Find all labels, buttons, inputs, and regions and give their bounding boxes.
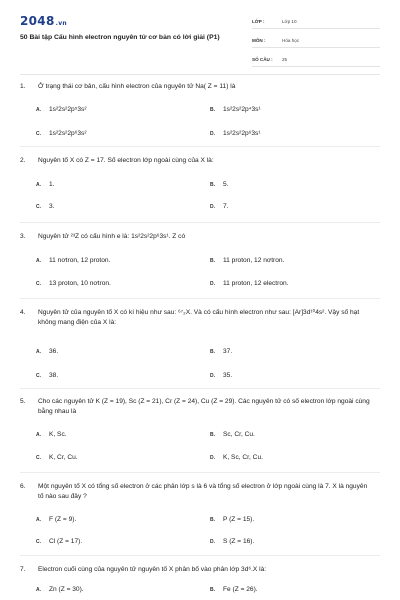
question-4 (20, 308, 380, 328)
option-a[interactable]: A. F (Z = 9). (36, 516, 77, 523)
question-divider (20, 472, 380, 473)
meta-key: LỚP : (252, 18, 265, 24)
meta-row-subject (252, 33, 380, 48)
question-stem: Cho các nguyên tử K (Z = 19), Sc (Z = 21), Cr (Z = 24), Cu (Z = 29). Các nguyên tử có số electron lớp ngoài cùng bằng nhau là (38, 398, 370, 415)
question-stem: Nguyên tố X có Z = 17. Số electron lớp ngoài cùng của X là: (38, 157, 214, 164)
question-3 (20, 232, 380, 242)
option-d[interactable]: D. 35. (210, 372, 233, 379)
question-divider (20, 222, 380, 223)
option-c[interactable]: C. 13 proton, 10 nơtron. (36, 280, 111, 287)
option-b[interactable]: B. 5. (210, 181, 229, 188)
option-b[interactable]: B. P (Z = 15). (210, 516, 255, 523)
question-stem: Ở trạng thái cơ bản, cấu hình electron của nguyên tử Na( Z = 11) là (38, 83, 236, 90)
question-7 (20, 565, 380, 575)
meta-value: 25 (282, 56, 288, 62)
question-number: 6. (20, 483, 26, 490)
option-a[interactable]: A. 1. (36, 181, 55, 188)
option-d[interactable]: D. S (Z = 16). (210, 538, 255, 545)
document-title: 50 Bài tập Cấu hình electron nguyên tử cơ bản có lời giải (P1) (20, 34, 220, 41)
option-b[interactable]: B. 1s²2s²2p⁴3s¹ (210, 106, 261, 113)
logo-suffix: .vn (55, 20, 67, 27)
option-c[interactable]: C. 1s²2s²2p⁶3s² (36, 130, 87, 137)
option-a[interactable]: A. 1s²2s²2p⁵3s² (36, 106, 87, 113)
option-b[interactable]: B. Sc, Cr, Cu. (210, 431, 255, 438)
question-5 (20, 397, 380, 417)
option-a[interactable]: A. Zn (Z = 30). (36, 586, 84, 593)
option-a[interactable]: A. K, Sc. (36, 431, 67, 438)
question-stem: Nguyên tử của nguyên tố X có kí hiệu như sau: ⁶⁷₂X. Và có cấu hình electron như sau: [Ar]3d¹⁰4s². Vậy số hạt không mang điện của X là: (38, 309, 360, 326)
meta-box (252, 14, 380, 71)
meta-key: SỐ CÂU : (252, 56, 273, 62)
logo-main: 2048 (20, 14, 55, 28)
meta-row-count (252, 52, 380, 67)
option-c[interactable]: C. Cl (Z = 17). (36, 538, 83, 545)
question-number: 5. (20, 398, 26, 405)
meta-row-class (252, 14, 380, 29)
meta-value: Hóa học (282, 37, 300, 43)
question-number: 4. (20, 309, 26, 316)
meta-value: Lớp 10 (282, 18, 297, 24)
question-divider (20, 146, 380, 147)
option-d[interactable]: D. 1s²2s²2p⁶3s¹ (210, 130, 261, 137)
option-d[interactable]: D. 7. (210, 203, 229, 210)
question-divider (20, 555, 380, 556)
question-number: 2. (20, 157, 26, 164)
question-number: 7. (20, 566, 26, 573)
option-c[interactable]: C. 3. (36, 203, 55, 210)
question-1 (20, 82, 380, 92)
option-a[interactable]: A. 36. (36, 348, 59, 355)
question-stem: Một nguyên tố X có tổng số electron ở các phân lớp s là 6 và tổng số electron ở lớp ngoài cùng là 7. X là nguyên tố nào sau đây ? (38, 483, 368, 500)
question-2 (20, 156, 380, 166)
meta-key: MÔN : (252, 37, 266, 43)
question-6 (20, 482, 380, 502)
option-b[interactable]: B. 37. (210, 348, 233, 355)
option-b[interactable]: B. 11 proton, 12 nơtron. (210, 257, 285, 264)
option-a[interactable]: A. 11 nơtron, 12 proton. (36, 257, 111, 264)
question-number: 1. (20, 83, 26, 90)
option-c[interactable]: C. K, Cr, Cu. (36, 454, 78, 461)
option-c[interactable]: C. 38. (36, 372, 59, 379)
question-stem: Nguyên tử ²³Z có cấu hình e là: 1s²2s²2p⁶3s¹. Z có (38, 233, 186, 240)
question-divider (20, 388, 380, 389)
option-d[interactable]: D. K, Sc, Cr, Cu. (210, 454, 263, 461)
header-divider (20, 74, 380, 75)
option-d[interactable]: D. 11 proton, 12 electron. (210, 280, 289, 287)
option-b[interactable]: B. Fe (Z = 26). (210, 586, 258, 593)
question-divider (20, 298, 380, 299)
question-number: 3. (20, 233, 26, 240)
question-stem: Electron cuối cùng của nguyên tử nguyên tố X phân bố vào phân lớp 3d⁶.X là: (38, 566, 267, 573)
site-logo[interactable] (20, 14, 67, 28)
